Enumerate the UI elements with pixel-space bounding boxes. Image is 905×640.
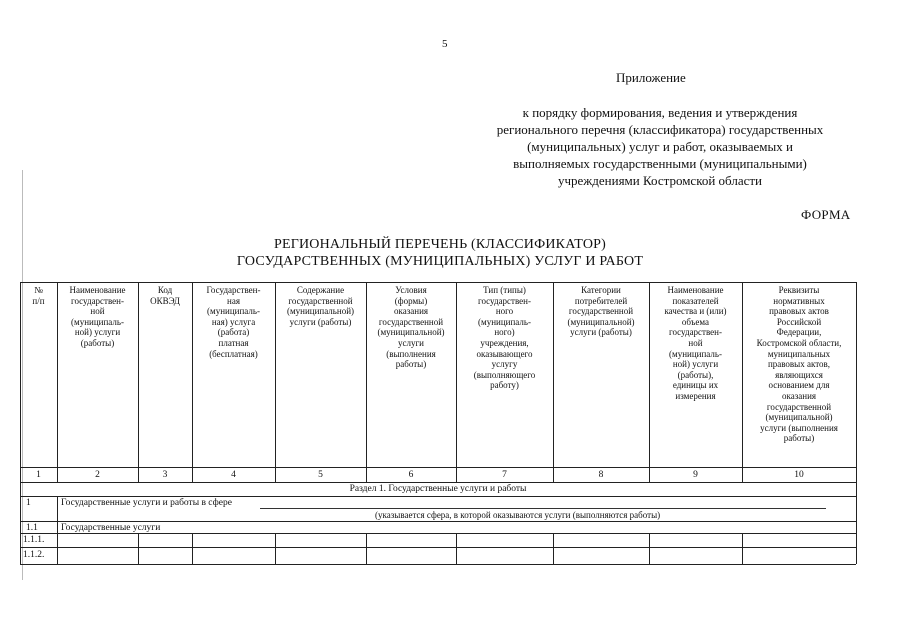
column-header-line: правовых актов xyxy=(769,306,829,317)
column-header-line: (работы), xyxy=(677,369,714,380)
column-header-line: работы) xyxy=(395,359,427,370)
row-number: 1.1.1. xyxy=(23,535,45,545)
column-number: 8 xyxy=(598,470,604,480)
column-header-4 xyxy=(193,285,274,359)
column-header-8 xyxy=(554,285,648,338)
title-line: ГОСУДАРСТВЕННЫХ (МУНИЦИПАЛЬНЫХ) УСЛУГ И РАБОТ xyxy=(236,254,644,269)
table-column-rule xyxy=(742,533,743,564)
column-number: 1 xyxy=(36,470,41,480)
order-line: регионального перечня (классификатора) государственных xyxy=(496,122,824,137)
column-header-3 xyxy=(139,285,191,306)
column-header-line: платная xyxy=(218,337,249,348)
table-rule xyxy=(20,547,856,548)
column-number: 9 xyxy=(693,470,698,480)
column-header-line: единицы их xyxy=(672,380,719,391)
column-header-line: Российской xyxy=(776,316,822,327)
column-header-line: оказания xyxy=(781,390,817,401)
form-label: ФОРМА xyxy=(801,207,851,222)
column-header-2 xyxy=(58,285,137,349)
column-header-line: (муниципаль- xyxy=(207,306,260,317)
order-line: (муниципальных) услуг и работ, оказываемых и xyxy=(527,139,793,154)
column-header-line: Тип (типы) xyxy=(483,285,526,295)
column-header-line: (муниципаль- xyxy=(478,316,531,327)
table-column-rule xyxy=(57,533,58,564)
order-line: к порядку формирования, ведения и утверждения xyxy=(522,105,798,120)
column-header-line: услуги (выполнения xyxy=(760,422,838,433)
column-header-line: ной) услуги xyxy=(74,327,121,338)
row-number: 1.1 xyxy=(26,522,38,533)
row-label: Государственные услуги и работы в сфере xyxy=(61,498,232,508)
column-header-line: оказания xyxy=(393,306,429,317)
column-header-line: учреждения, xyxy=(480,337,529,348)
column-header-6 xyxy=(367,285,455,370)
column-header-line: услугу xyxy=(491,359,518,370)
column-header-10 xyxy=(743,285,855,444)
fill-in-line xyxy=(260,508,826,509)
table-column-rule xyxy=(456,533,457,564)
column-header-line: № xyxy=(34,285,43,295)
column-header-line: оказывающего xyxy=(476,348,533,359)
column-header-line: показателей xyxy=(672,295,719,306)
column-number: 3 xyxy=(162,470,168,480)
column-header-line: объема xyxy=(681,316,710,327)
column-header-line: государственной xyxy=(766,401,832,412)
column-header-line: (бесплатная) xyxy=(209,348,258,359)
order-line: учреждениями Костромской области xyxy=(557,173,763,188)
column-header-line: Код xyxy=(157,285,173,295)
column-header-line: услуги (работы) xyxy=(570,327,632,338)
page-number: 5 xyxy=(442,38,448,50)
row-number: 1.1.2. xyxy=(23,550,45,560)
column-header-line: работу) xyxy=(490,380,519,391)
classifier-table xyxy=(20,282,856,564)
column-header-line: п/п xyxy=(32,295,45,306)
column-header-line: (муниципальной) xyxy=(567,316,635,327)
column-header-line: государственной xyxy=(288,295,353,306)
table-column-rule xyxy=(366,533,367,564)
column-header-line: (работа) xyxy=(217,327,250,338)
column-header-5 xyxy=(276,285,365,327)
column-header-line: являющихся xyxy=(775,369,823,380)
column-header-7 xyxy=(457,285,552,391)
column-header-line: государствен- xyxy=(70,295,124,306)
column-number: 10 xyxy=(794,470,804,480)
row-note: (указывается сфера, в которой оказываются услуги (выполняются работы) xyxy=(375,510,661,520)
column-header-line: Наименование xyxy=(667,285,724,295)
column-header-line: работы) xyxy=(783,433,815,444)
column-header-line: Государствен- xyxy=(206,285,261,295)
column-header-line: государственной xyxy=(568,306,634,317)
table-rule xyxy=(20,564,856,565)
table-column-rule xyxy=(192,533,193,564)
column-header-line: (выполняющего xyxy=(473,369,536,380)
title-line: РЕГИОНАЛЬНЫЙ ПЕРЕЧЕНЬ (КЛАССИФИКАТОР) xyxy=(273,237,607,252)
column-header-line: потребителей xyxy=(574,295,628,306)
order-reference xyxy=(450,104,870,189)
table-column-rule xyxy=(275,533,276,564)
column-header-line: ной xyxy=(688,337,703,348)
column-header-line: (муниципальной) xyxy=(377,327,445,338)
column-header-line: государствен- xyxy=(477,295,531,306)
column-header-line: (муниципаль- xyxy=(71,316,124,327)
table-rule xyxy=(20,282,856,283)
column-header-line: Костромской области, xyxy=(756,337,842,348)
column-header-line: ного xyxy=(495,306,514,317)
column-number: 7 xyxy=(502,470,507,480)
column-header-line: муниципальных xyxy=(767,348,831,359)
column-header-line: Категории xyxy=(581,285,621,295)
column-header-line: (формы) xyxy=(394,295,428,306)
table-column-rule xyxy=(553,533,554,564)
row-label: Государственные услуги xyxy=(61,522,161,533)
column-header-line: Наименование xyxy=(69,285,126,295)
column-header-line: Условия xyxy=(395,285,427,295)
column-header-line: ная xyxy=(227,295,240,306)
column-header-9 xyxy=(650,285,741,402)
column-header-line: Содержание xyxy=(296,285,345,295)
section-title: Раздел 1. Государственные услуги и работы xyxy=(349,484,527,494)
column-header-line: Реквизиты xyxy=(778,285,820,295)
column-number: 4 xyxy=(231,470,236,480)
column-header-line: правовых актов, xyxy=(767,359,831,370)
column-header-line: ного) xyxy=(494,327,515,338)
column-header-line: ОКВЭД xyxy=(150,295,180,306)
document-title xyxy=(150,236,730,270)
column-header-line: измерения xyxy=(675,390,716,401)
column-header-line: (муниципаль- xyxy=(669,348,722,359)
appendix-label: Приложение xyxy=(616,70,686,85)
column-number: 2 xyxy=(95,470,100,480)
column-number: 5 xyxy=(318,470,323,480)
column-header-line: ной xyxy=(90,306,105,317)
column-header-line: государствен- xyxy=(668,327,722,338)
table-border-left xyxy=(20,282,21,564)
column-header-line: ной) услуги xyxy=(672,359,719,370)
column-header-1 xyxy=(21,285,56,306)
column-header-line: ная) услуга xyxy=(211,316,256,327)
table-border-right xyxy=(856,282,857,564)
column-number: 6 xyxy=(408,470,414,480)
column-header-line: государственной xyxy=(378,316,444,327)
column-header-line: (муниципальной) xyxy=(286,306,355,317)
column-header-line: Федерации, xyxy=(776,327,822,338)
row-number: 1 xyxy=(26,498,31,508)
table-rule xyxy=(20,467,856,468)
column-header-line: основанием для xyxy=(768,380,830,391)
column-header-line: (выполнения xyxy=(386,348,436,359)
column-header-line: услуги xyxy=(398,337,424,348)
table-column-rule xyxy=(649,533,650,564)
table-column-rule xyxy=(138,533,139,564)
order-line: выполняемых государственными (муниципальными) xyxy=(513,156,807,171)
table-column-rule xyxy=(138,282,139,482)
column-header-line: услуги (работы) xyxy=(289,316,352,327)
column-header-line: качества и (или) xyxy=(664,306,727,317)
table-column-rule xyxy=(57,496,58,533)
column-header-line: (работы) xyxy=(80,337,115,348)
column-header-line: (муниципальной) xyxy=(765,412,833,423)
column-header-line: нормативных xyxy=(773,295,825,306)
